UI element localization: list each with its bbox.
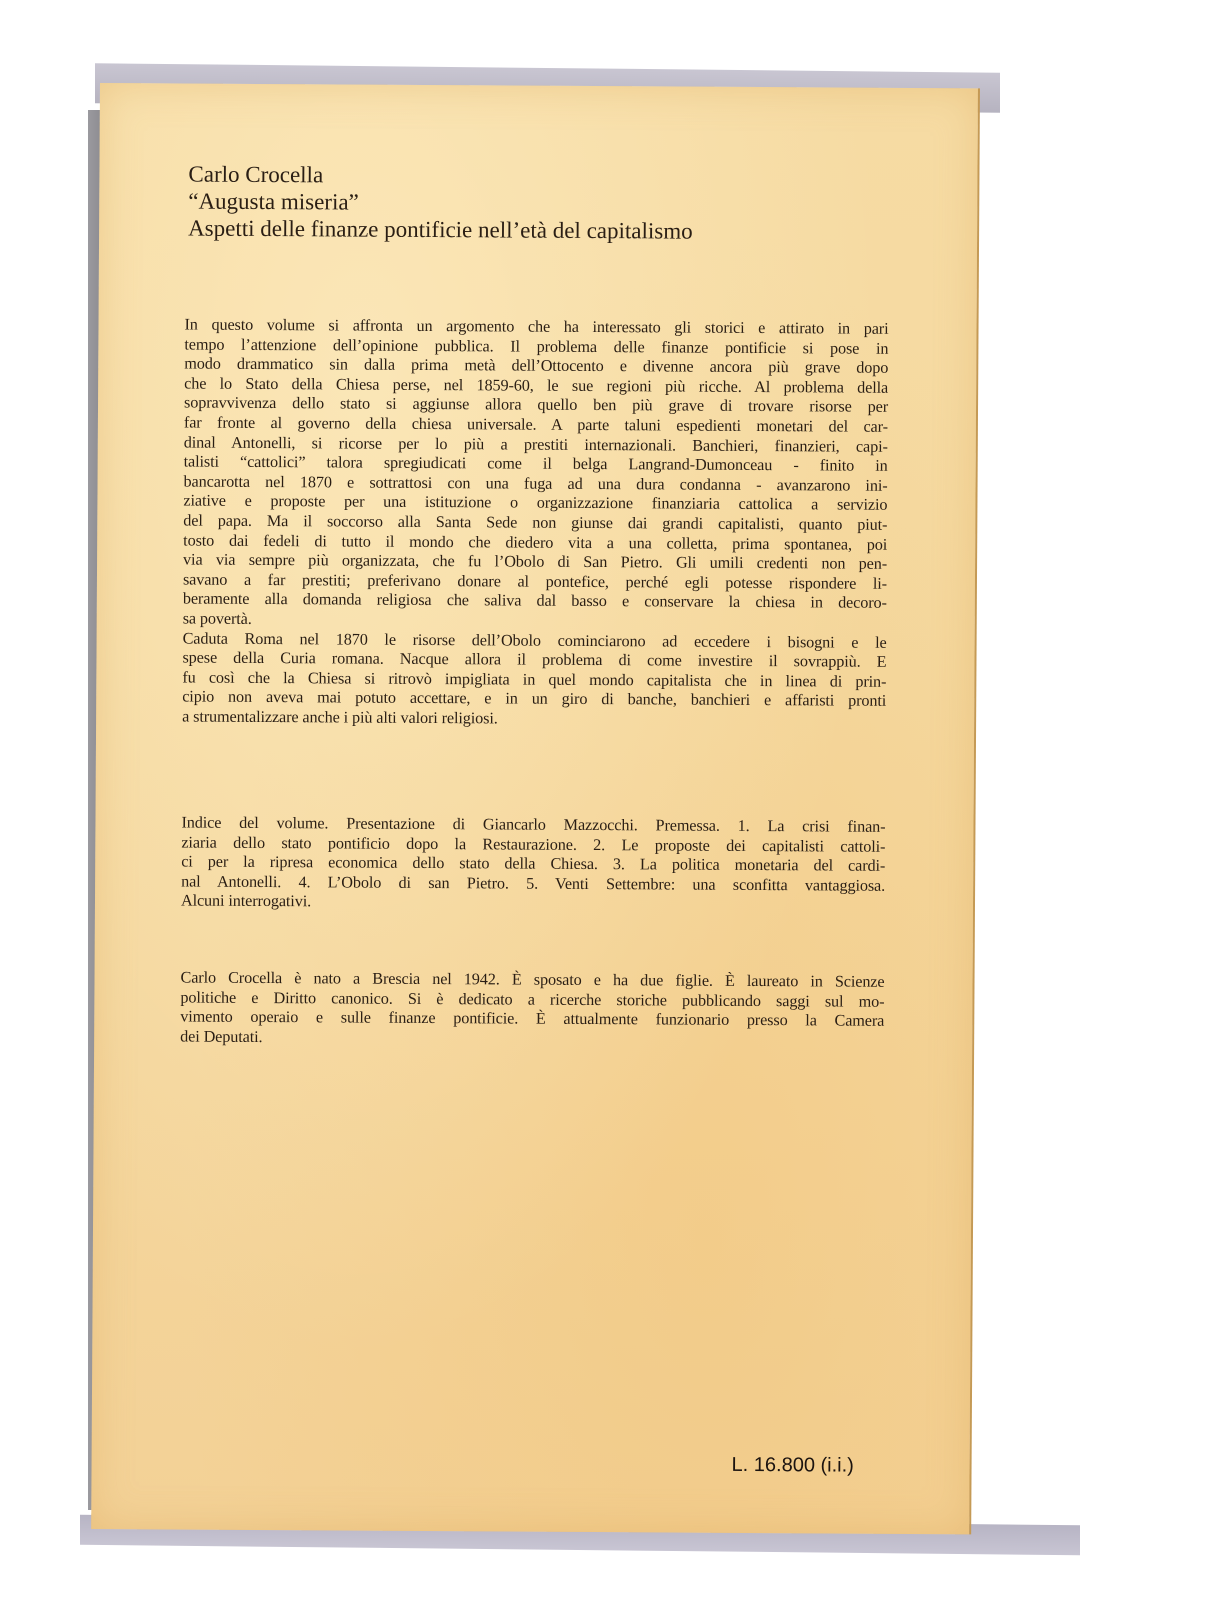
table-of-contents-paragraph [181,814,886,916]
bio-line: politiche e Diritto canonico. Si è dedicato a ricerche storiche pubblicando saggi sul mo- [180,988,885,1011]
description-line: far fronte al governo della chiesa universale. A parte taluni espedienti monetari del car- [183,413,888,436]
bio-line: dei Deputati. [180,1027,263,1046]
book-title: “Augusta miseria” [188,188,359,215]
description-paragraph [182,316,889,732]
description-line: In questo volume si affronta un argomento che ha interessato gli storici e attirato in pari [184,315,889,338]
author-name: Carlo Crocella [188,161,324,188]
description-line: via via sempre più organizzata, che fu l’Obolo di San Pietro. Gli umili credenti non pen- [183,550,888,573]
index-line: ci per la ripresa economica dello stato della Chiesa. 3. La politica monetaria del cardi- [181,852,886,875]
description-line: ziative e proposte per una istituzione o organizzazione finanziaria cattolica a servizio [183,491,888,515]
description-line: del papa. Ma il soccorso alla Santa Sede non giunse dai grandi capitalisti, quanto piut- [183,511,888,534]
bio-line: Carlo Crocella è nato a Brescia nel 1942. È sposato e ha due figlie. È laureato in Scienze [180,968,885,991]
index-line: Indice del volume. Presentazione di Giancarlo Mazzocchi. Premessa. 1. La crisi finan- [181,813,886,836]
description-line: cipio non aveva mai potuto accettare, e in un giro di banche, banchieri e affaristi pronti [182,687,887,711]
description-line: sa povertà. [182,609,252,628]
index-line: ziaria dello stato pontificio dopo la Restaurazione. 2. Le proposte dei capitalisti cattoli- [181,833,886,856]
description-line: talisti “cattolici” talora spregiudicati come il belga Langrand-Dumonceau - finito in [183,452,888,475]
description-line: beramente alla domanda religiosa che saliva dal basso e conservare la chiesa in decoro- [182,589,887,613]
bio-line: vimento operaio e sulle finanze pontificie. È attualmente funzionario presso la Camera [180,1007,885,1030]
description-line: savano a far prestiti; preferivano donare al pontefice, perché egli potesse rispondere li- [182,570,888,593]
description-line: spese della Curia romana. Nacque allora il problema di come investire il sovrappiù. E [182,648,887,671]
description-line: tosto dai fedeli di tutto il mondo che diedero vita a una colletta, prima spontanea, poi [183,531,888,554]
book-subtitle: Aspetti delle finanze pontificie nell’età del capitalismo [188,215,693,244]
description-line: che lo Stato della Chiesa perse, nel 1859-60, le sue regioni più ricche. Al problema della [184,374,889,397]
title-block [188,161,693,245]
description-line: sopravvivenza dello stato si aggiunse allora quello ben più grave di trovare risorse per [183,393,889,417]
description-line: dinal Antonelli, si ricorse per lo più a prestiti internazionali. Banchieri, finanzieri, capi- [183,433,888,456]
index-line: Alcuni interrogativi. [180,891,312,911]
description-line: tempo l’attenzione dell’opinione pubblica. Il problema delle finanze pontificie si pose in [184,335,889,358]
author-bio-paragraph [180,969,884,1052]
price-label: L. 16.800 (i.i.) [731,1453,854,1477]
description-line: fu così che la Chiesa si ritrovò impigliata in quel mondo capitalista che in linea di prin- [182,668,887,691]
description-line: modo drammatico sin dalla prima metà dell’Ottocento e divenne ancora più grave dopo [184,354,889,378]
index-line: nal Antonelli. 4. L’Obolo di san Pietro. 5. Venti Settembre: una sconfitta vantaggiosa. [181,872,886,895]
description-line: a strumentalizzare anche i più alti valori religiosi. [182,707,498,728]
description-line: Caduta Roma nel 1870 le risorse dell’Obolo cominciarono ad eccedere i bisogni e le [182,629,887,652]
description-line: bancarotta nel 1870 e sottrattosi con una fuga ad una dura condanna - avanzarono ini- [183,472,888,495]
book-back-cover [91,83,980,1534]
